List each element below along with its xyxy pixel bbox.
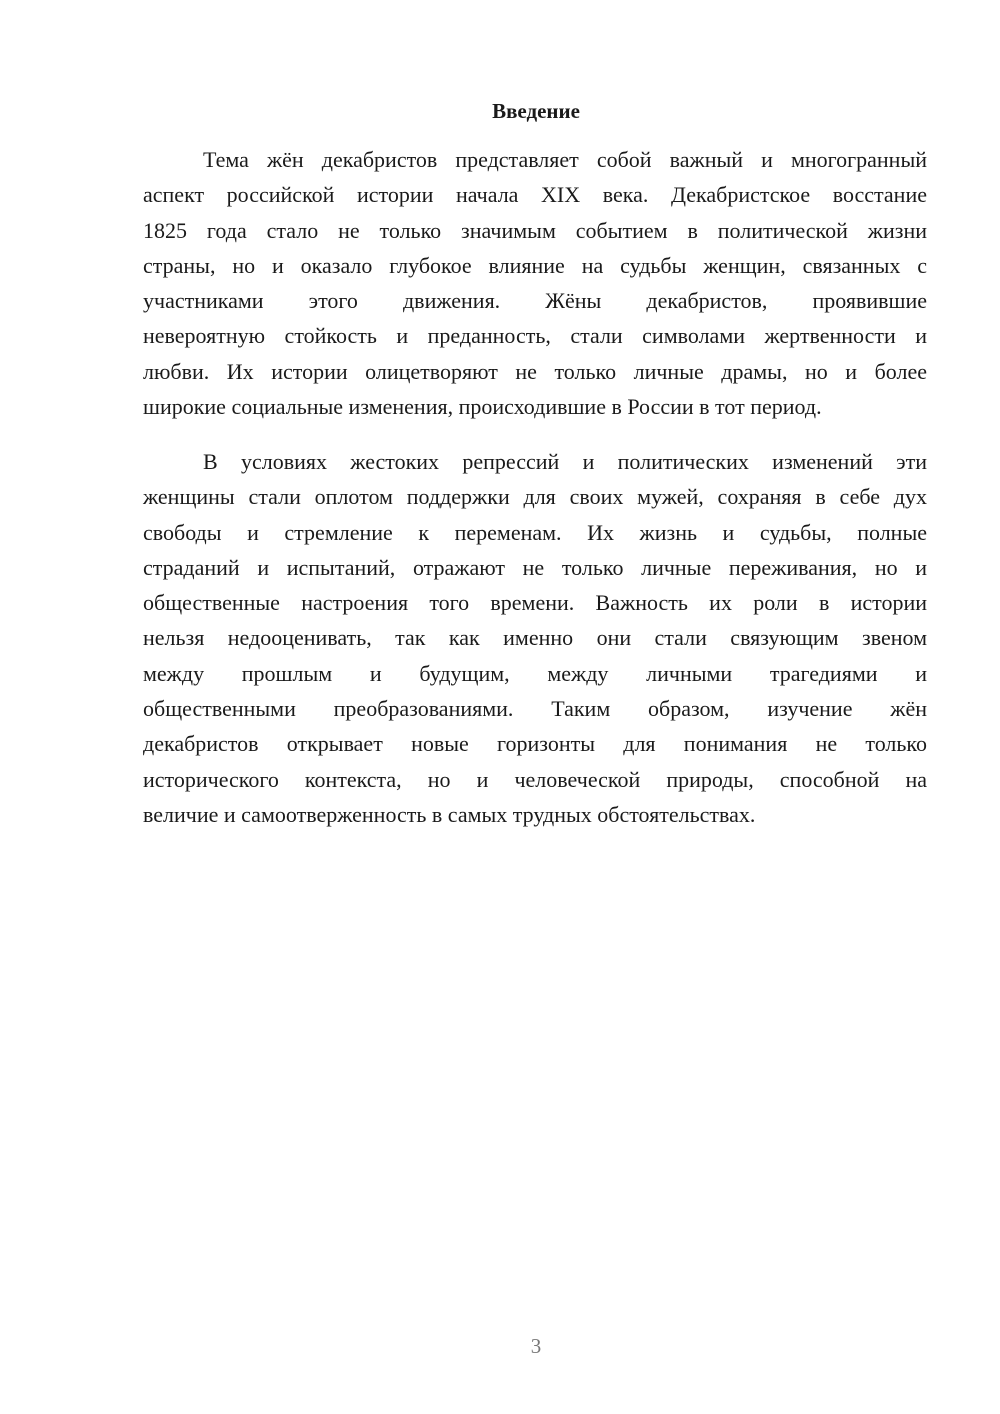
- paragraph-2: [143, 444, 927, 832]
- text-line: аспект российской истории начала XIX века. Декабристское восстание: [143, 182, 927, 208]
- text-line: страданий и испытаний, отражают не только личные переживания, но и: [143, 554, 927, 580]
- section-title: Введение: [492, 99, 580, 123]
- text-line: женщины стали оплотом поддержки для своих мужей, сохраняя в себе дух: [143, 484, 927, 510]
- text-line: общественными преобразованиями. Таким образом, изучение жён: [143, 696, 927, 722]
- text-line: В условиях жестоких репрессий и политических изменений эти: [203, 449, 927, 474]
- text-line: свободы и стремление к переменам. Их жизнь и судьбы, полные: [143, 519, 927, 545]
- page-number: 3: [530, 1334, 542, 1358]
- text-line: декабристов открывает новые горизонты для понимания не только: [143, 731, 927, 757]
- text-line: широкие социальные изменения, происходившие в России в тот период.: [143, 394, 822, 420]
- text-line: величие и самоотверженность в самых трудных обстоятельствах.: [143, 801, 756, 827]
- paragraph-1: [143, 142, 927, 424]
- text-line: Тема жён декабристов представляет собой важный и многогранный: [203, 147, 927, 172]
- text-line: между прошлым и будущим, между личными трагедиями и: [143, 660, 927, 686]
- text-line: любви. Их истории олицетворяют не только личные драмы, но и более: [143, 358, 927, 384]
- text-line: нельзя недооценивать, так как именно они стали связующим звеном: [143, 625, 927, 651]
- text-line: общественные настроения того времени. Важность их роли в истории: [143, 590, 927, 616]
- text-line: исторического контекста, но и человеческой природы, способной на: [143, 766, 927, 792]
- text-line: участниками этого движения. Жёны декабристов, проявившие: [143, 288, 927, 314]
- text-line: страны, но и оказало глубокое влияние на судьбы женщин, связанных с: [143, 252, 927, 278]
- text-line: 1825 года стало не только значимым событием в политической жизни: [143, 217, 927, 243]
- text-line: невероятную стойкость и преданность, стали символами жертвенности и: [143, 323, 927, 349]
